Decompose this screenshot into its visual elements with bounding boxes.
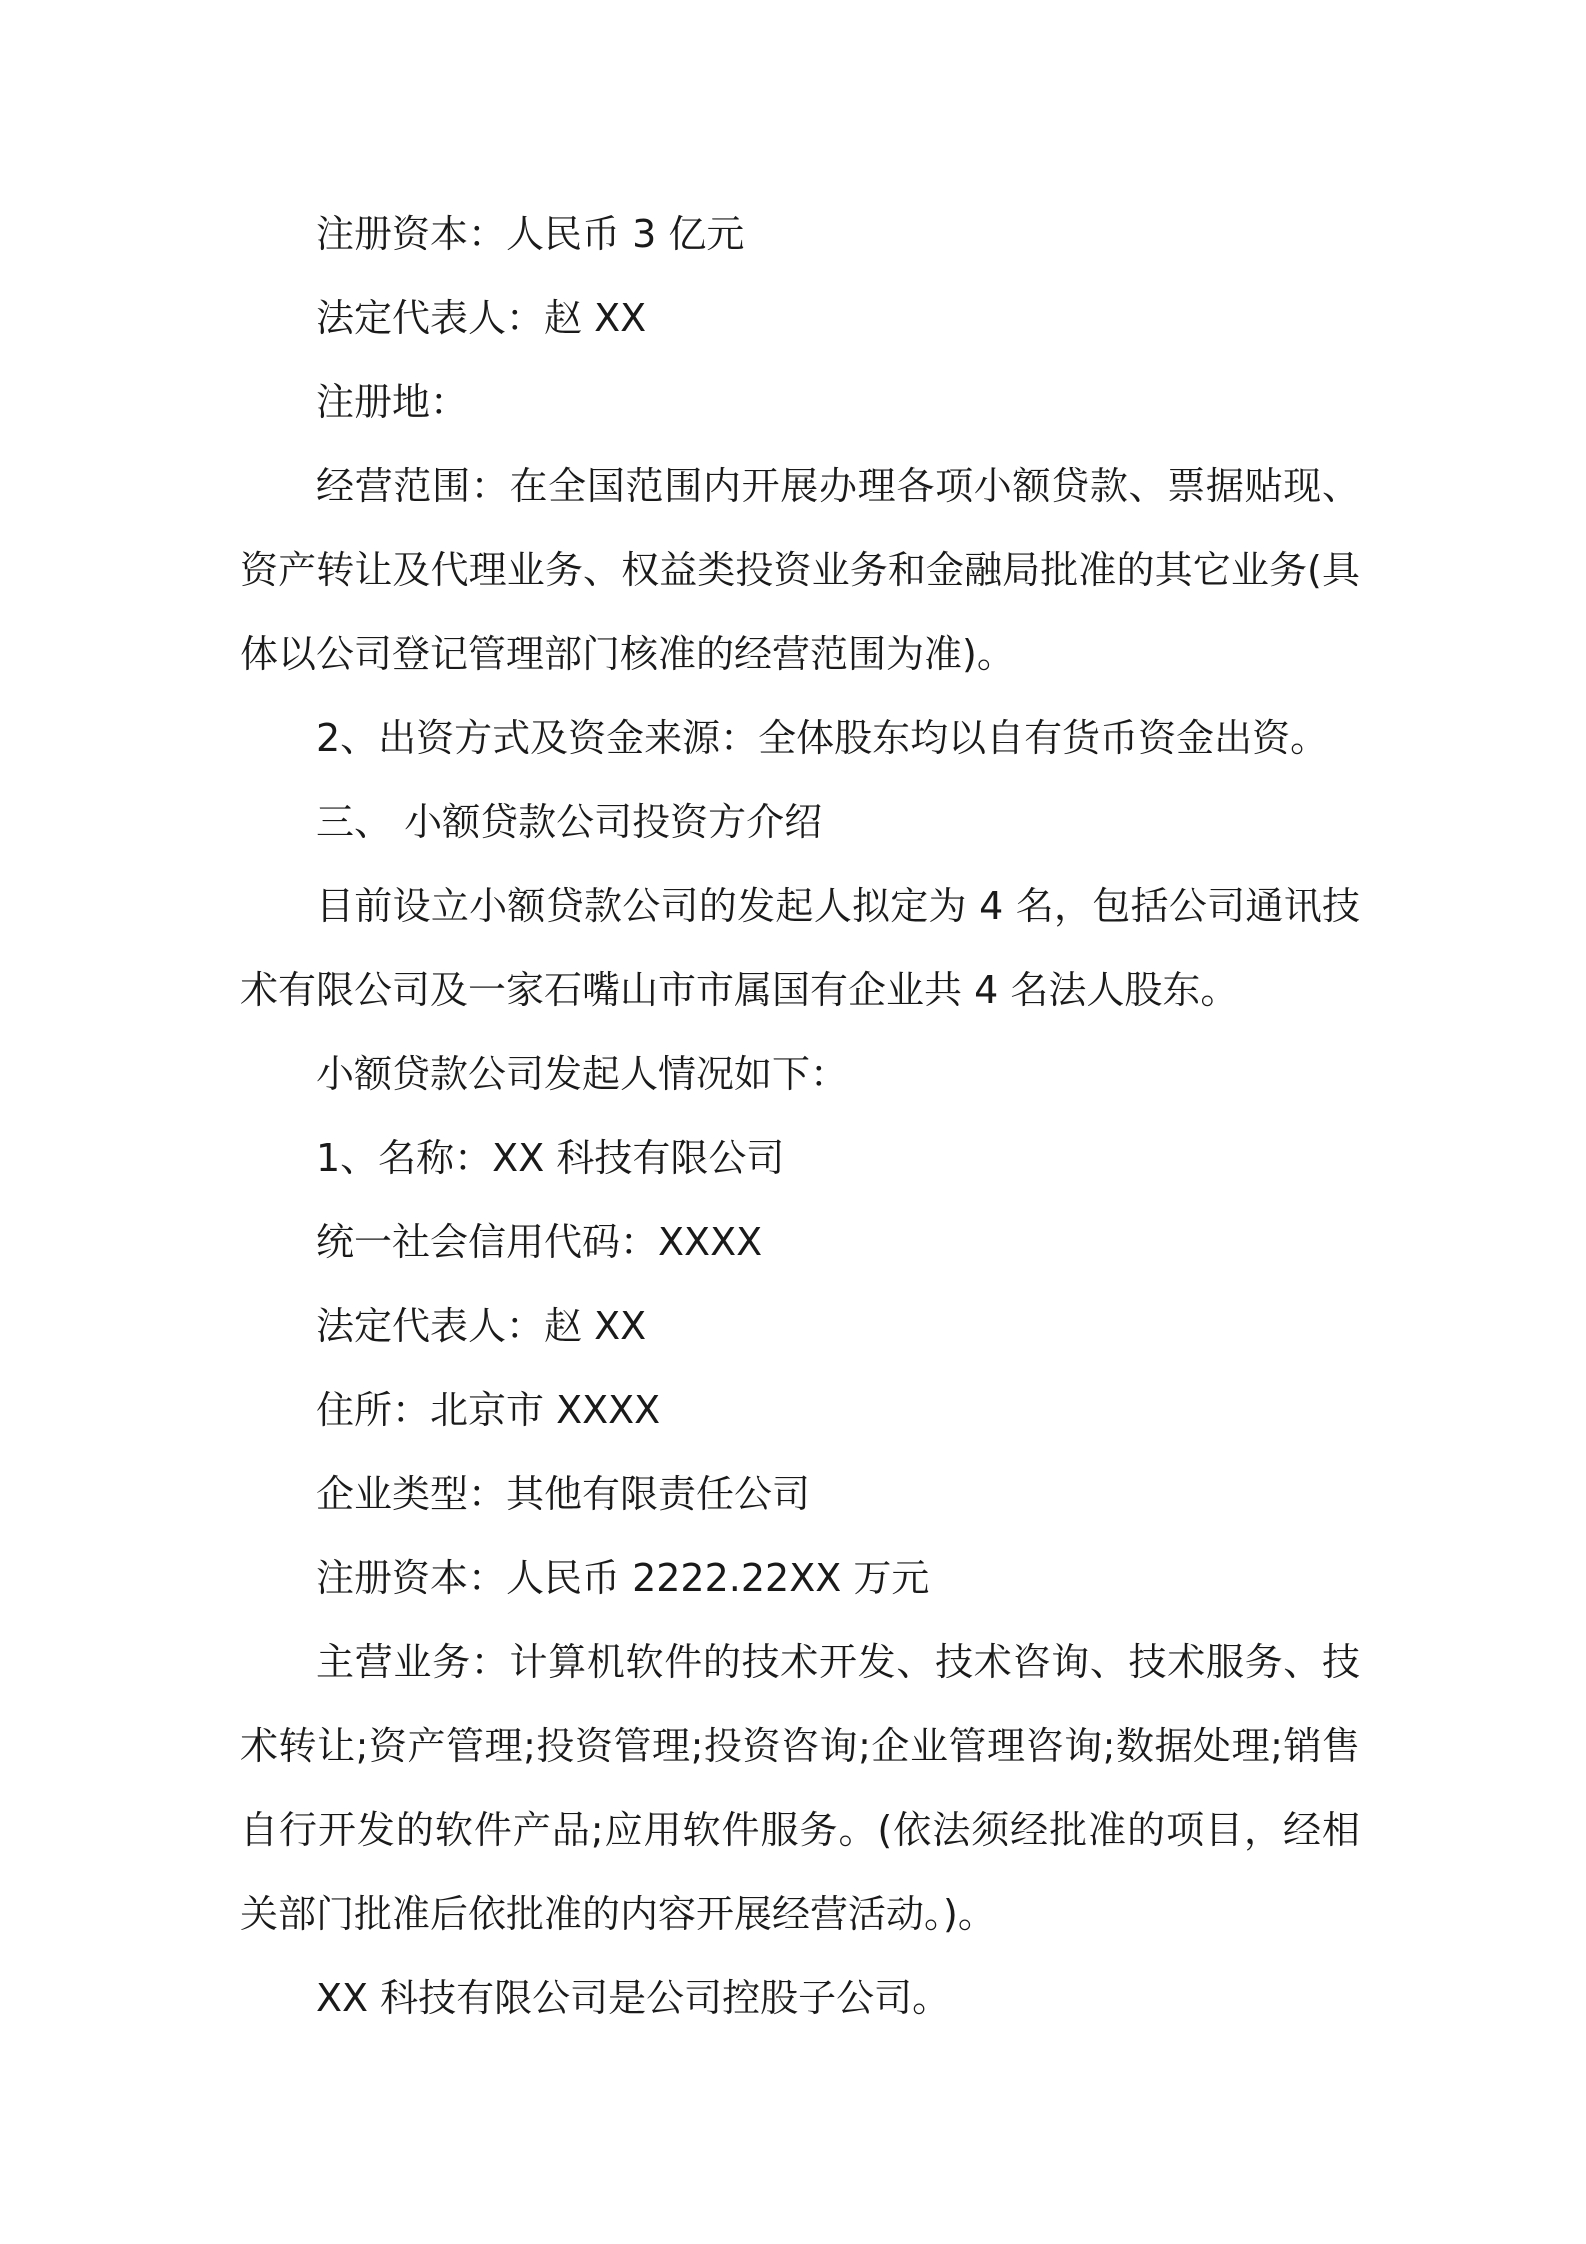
paragraph-founders-intro: 目前设立小额贷款公司的发起人拟定为 4 名，包括公司通讯技术有限公司及一家石嘴山市市属国有企业共 4 名法人股东。: [240, 884, 1360, 1012]
paragraph-funding-method: 2、出资方式及资金来源：全体股东均以自有货币资金出资。: [316, 716, 1329, 760]
paragraph-legal-representative: 法定代表人：赵 XX: [316, 296, 647, 340]
paragraph-business-scope: 经营范围：在全国范围内开展办理各项小额贷款、票据贴现、资产转让及代理业务、权益类投资业务和金融局批准的其它业务(具体以公司登记管理部门核准的经营范围为准)。: [240, 464, 1360, 676]
paragraph-subsidiary-note: XX 科技有限公司是公司控股子公司。: [316, 1976, 951, 2020]
paragraph-company-capital: 注册资本：人民币 2222.22XX 万元: [316, 1556, 930, 1600]
paragraph-founders-list-heading: 小额贷款公司发起人情况如下：: [316, 1052, 849, 1096]
paragraph-credit-code: 统一社会信用代码：XXXX: [316, 1220, 763, 1264]
paragraph-company-legal-rep: 法定代表人：赵 XX: [316, 1304, 647, 1348]
paragraph-company-name: 1、名称：XX 科技有限公司: [316, 1136, 785, 1180]
paragraph-main-business: 主营业务：计算机软件的技术开发、技术咨询、技术服务、技术转让;资产管理;投资管理;投资咨询;企业管理咨询;数据处理;销售自行开发的软件产品;应用软件服务。(依法须经批准的项目，经相关部门批准后依批准的内容开展经营活动。)。: [240, 1640, 1360, 1936]
paragraph-company-address: 住所：北京市 XXXX: [316, 1388, 661, 1432]
document-body: [240, 192, 1360, 2040]
paragraph-registered-capital: 注册资本：人民币 3 亿元: [316, 212, 745, 256]
section-heading-investors: 三、 小额贷款公司投资方介绍: [316, 800, 823, 844]
paragraph-company-type: 企业类型：其他有限责任公司: [316, 1472, 811, 1516]
paragraph-registered-address: 注册地：: [316, 380, 469, 424]
